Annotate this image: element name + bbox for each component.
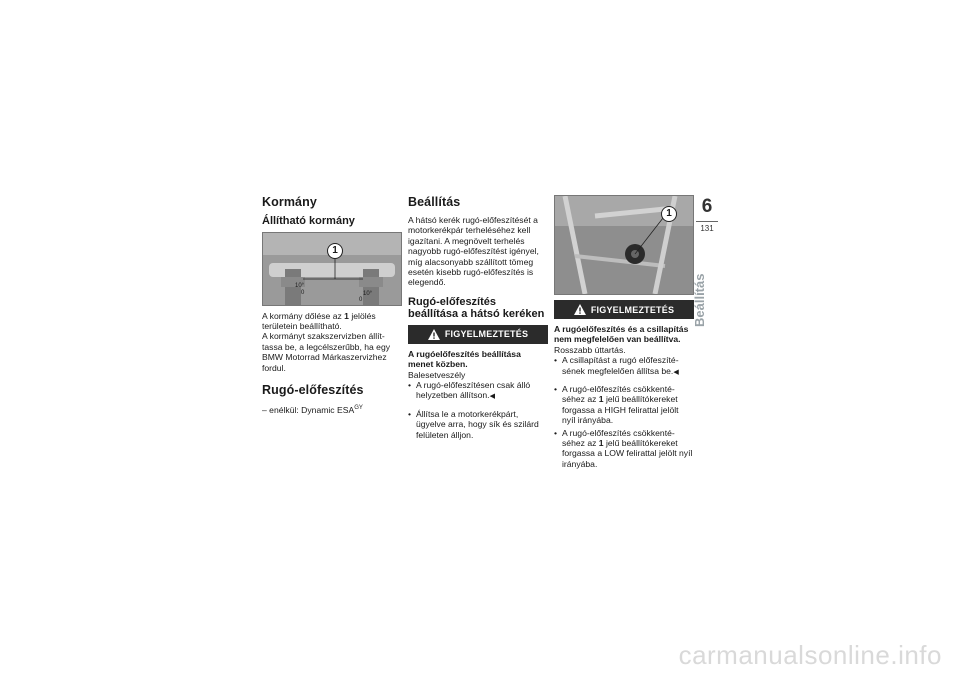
warning-subtitle: Balesetveszély bbox=[408, 369, 466, 380]
ref-number: 1 bbox=[598, 394, 604, 405]
list-item bbox=[554, 428, 694, 470]
mark-right-zero: 0 bbox=[359, 296, 363, 303]
end-mark: ◀ bbox=[489, 393, 495, 401]
list-item-text: A csillapítást a rugó előfeszítésének megfelelően állítsa be. bbox=[562, 355, 679, 376]
list-item bbox=[554, 384, 694, 426]
watermark: carmanualsonline.info bbox=[678, 640, 942, 670]
warning-subtitle: Rosszabb úttartás. bbox=[554, 344, 626, 355]
list-item bbox=[408, 380, 548, 403]
warning-title: A rugóelőfeszítés és a csillapítás nem megfelelően van beállítva. bbox=[554, 324, 689, 345]
column-3 bbox=[554, 195, 694, 471]
end-mark: ◀ bbox=[673, 368, 679, 376]
text-fragment: jelölés területein beállítható. bbox=[262, 310, 376, 331]
mark-left-degree: 10° bbox=[295, 282, 305, 289]
paragraph-adjust bbox=[262, 311, 402, 332]
ref-number: 1 bbox=[344, 310, 349, 321]
mark-left-zero: 0 bbox=[301, 289, 305, 296]
warning-triangle-icon bbox=[428, 329, 440, 340]
list-item-text: A rugó-előfeszítés csökkentéséhez az bbox=[562, 384, 675, 405]
chapter-marker bbox=[692, 196, 718, 327]
mark-right-degree: 10° bbox=[363, 290, 373, 297]
paragraph-preload-intro: A hátsó kerék rugó-előfeszítését a motorkerékpár terheléséhez kell igazítani. A megnövelt terhelés nagyobb rugó-előfeszítést igényel, míg alacsonyabb szállított tömeg esetén kisebb rugó-előfeszítés is elegendő. bbox=[408, 215, 539, 288]
chapter-number: 6 bbox=[701, 196, 713, 217]
section-heading-rugo: Rugó-előfeszítés bbox=[262, 382, 364, 397]
page-number: 131 bbox=[696, 221, 718, 233]
warning-label: FIGYELMEZTETÉS bbox=[590, 304, 675, 315]
instruction-bullets bbox=[554, 355, 694, 469]
list-item-text: A rugó-előfeszítés csökkentéséhez az bbox=[562, 427, 675, 449]
paragraph-workshop: A kormányt szakszervizben állíttassa be, a legcélszerűbb, ha egy BMW Motorrad Márkaszervizhez fordul. bbox=[262, 331, 391, 373]
callout-1: 1 bbox=[661, 206, 677, 222]
callout-1: 1 bbox=[327, 243, 343, 259]
note-text: – enélkül: Dynamic ESA bbox=[262, 404, 355, 415]
handlebar-photo bbox=[262, 232, 402, 306]
column-2 bbox=[408, 195, 548, 442]
list-item bbox=[554, 355, 694, 378]
chapter-title: Beállítás bbox=[692, 273, 707, 327]
list-item-text: jelű beállítókereket forgassa a LOW felirattal jelölt nyíl irányába. bbox=[562, 438, 693, 469]
warning-banner bbox=[408, 325, 548, 344]
column-1 bbox=[262, 195, 402, 415]
list-item-text: A rugó-előfeszítésen csak álló helyzetben állítson. bbox=[416, 380, 531, 401]
list-item-text: jelű beállítókereket forgassa a HIGH felirattal jelölt nyíl irányába. bbox=[562, 394, 679, 426]
warning-banner bbox=[554, 300, 694, 319]
warning-bullets bbox=[408, 380, 548, 440]
warning-label: FIGYELMEZTETÉS bbox=[444, 329, 529, 340]
list-item: • Állítsa le a motorkerékpárt, ügyelve arra, hogy sík és szilárd felületen álljon. bbox=[408, 409, 548, 440]
text-fragment: A kormány dőlése az bbox=[262, 310, 345, 321]
subheading-rear-preload: Rugó-előfeszítés beállítása a hátsó keréken bbox=[408, 295, 545, 321]
note-superscript: GY bbox=[354, 404, 363, 411]
subheading-allithato-kormany: Állítható kormány bbox=[262, 215, 355, 227]
section-heading-beallitas: Beállítás bbox=[408, 195, 461, 209]
warning-title: A rugóelőfeszítés beállítása menet közben. bbox=[408, 348, 521, 370]
note-without-esa bbox=[262, 403, 402, 415]
warning-triangle-icon bbox=[574, 304, 586, 315]
rear-shock-photo bbox=[554, 195, 694, 295]
section-heading-kormany: Kormány bbox=[262, 195, 317, 209]
ref-number: 1 bbox=[598, 438, 604, 449]
